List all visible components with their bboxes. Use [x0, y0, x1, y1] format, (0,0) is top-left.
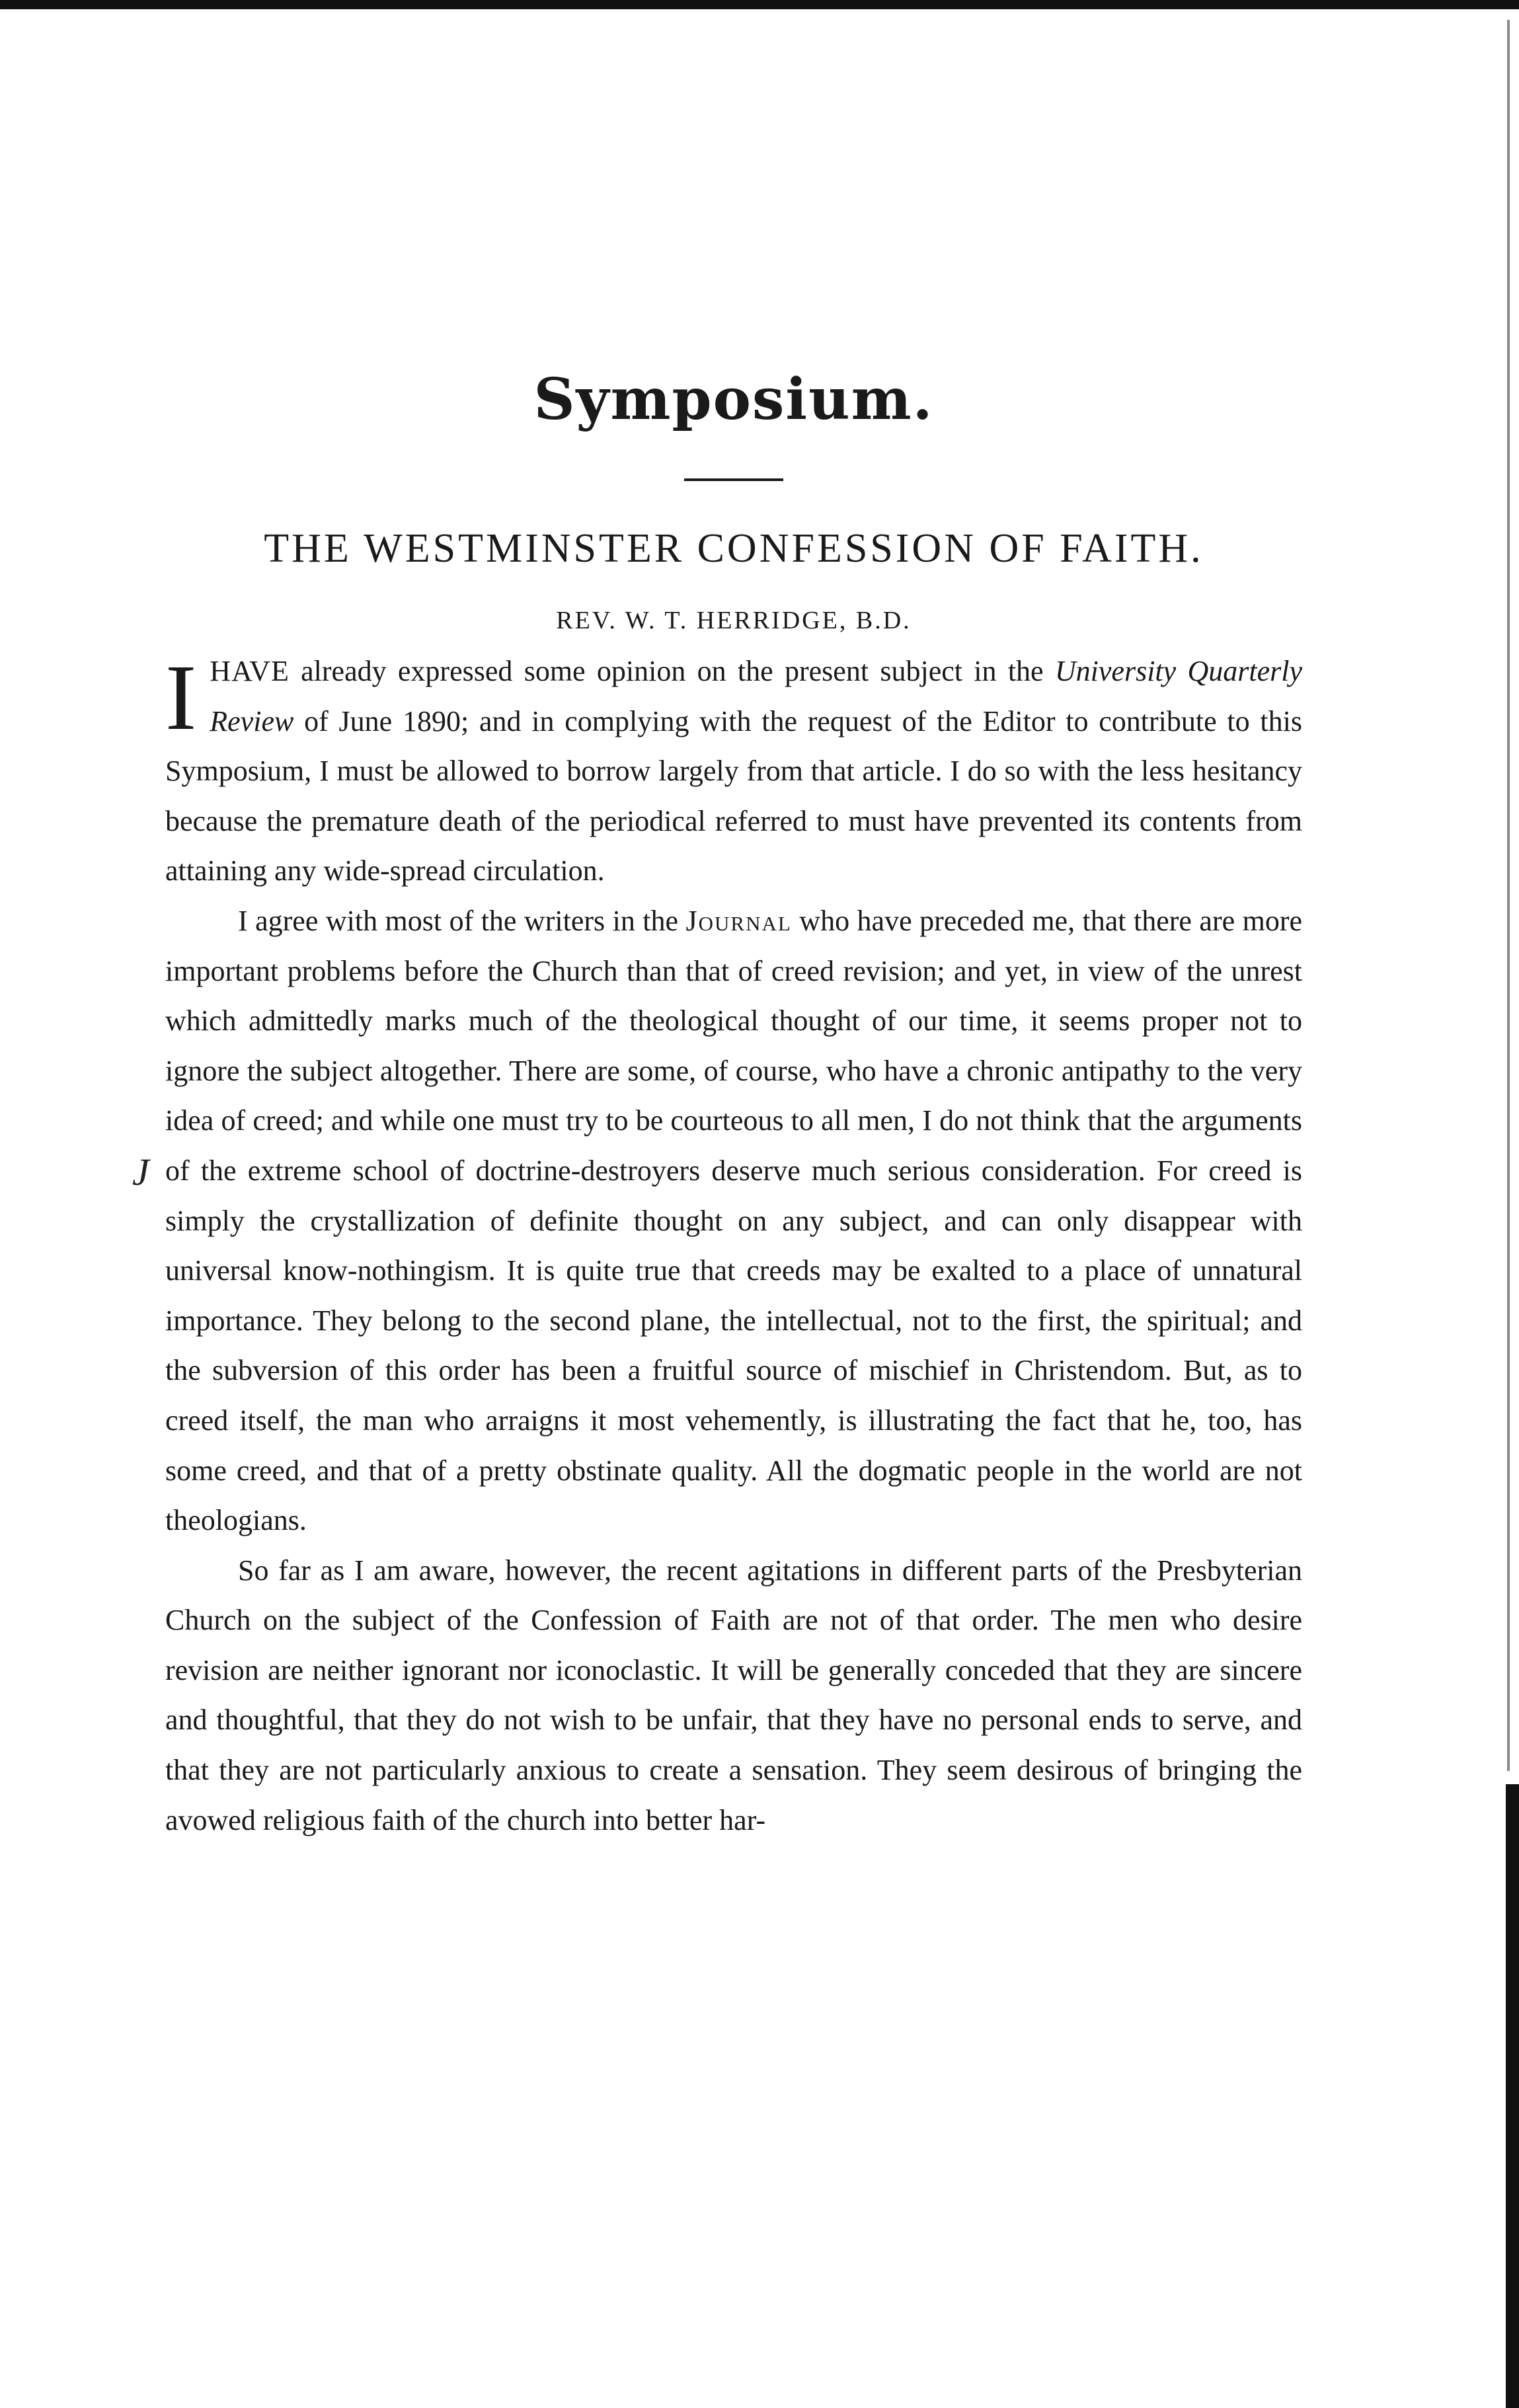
paragraph-2: [165, 896, 1302, 1546]
paragraph-1-text-a: already expressed some opinion on the present subject in the: [289, 655, 1055, 687]
margin-annotation: J: [132, 1150, 149, 1193]
article-body: [165, 646, 1302, 1845]
top-edge-rule: [0, 0, 1519, 9]
journal-name-smallcaps: Journal: [685, 904, 792, 937]
scan-edge-shadow: [1506, 1784, 1519, 2408]
scan-edge-line: [1507, 20, 1510, 1771]
author-byline: REV. W. T. HERRIDGE, B.D.: [556, 607, 912, 634]
paragraph-1-text-b: of June 1890; and in complying with the request of the Editor to contribute to this Symposium, I must be allowed to borrow largely from that article. I do so with the less hesitancy because the premature death of the periodical referred to must have prevented its contents from attaining any wide-spread circulation.: [165, 704, 1302, 887]
paragraph-1: [165, 646, 1302, 896]
section-title: Symposium.: [533, 366, 934, 433]
journal-title-citation: University Quarterly Review: [210, 655, 1303, 737]
paragraph-2-text-a: I agree with most of the writers in the: [238, 904, 686, 937]
article-title: THE WESTMINSTER CONFESSION OF FAITH.: [264, 526, 1204, 571]
paragraph-3: [165, 1546, 1302, 1846]
paragraph-3-text: So far as I am aware, however, the recent agitations in different parts of the Presbyterian Church on the subject of the Confession of Faith are not of that order. The men who desire revision are neither ignorant nor iconoclastic. It will be generally conceded that they are sincere and thoughtful, that they do not wish to be unfair, that they have no personal ends to serve, and that they are not particularly anxious to create a sensation. They seem desirous of bringing the avowed religious faith of the church into better har-: [165, 1554, 1302, 1836]
drop-cap: I: [165, 645, 197, 749]
title-divider: [684, 478, 783, 481]
article-page: [165, 357, 1302, 1845]
lead-in-word: HAVE: [210, 655, 290, 687]
paragraph-2-text-b: who have preceded me, that there are more important problems before the Church than that of creed revision; and yet, in view of the unrest which admittedly marks much of the theological thought of our time, it seems proper not to ignore the subject altogether. There are some, of course, who have a chronic antipathy to the very idea of creed; and while one must try to be courteous to all men, I do not think that the arguments of the extreme school of doctrine-destroyers deserve much serious consideration. For creed is simply the crystallization of definite thought on any subject, and can only disappear with universal know-nothingism. It is quite true that creeds may be exalted to a place of unnatural importance. They belong to the second plane, the intellectual, not to the first, the spiritual; and the subversion of this order has been a fruitful source of mischief in Christendom. But, as to creed itself, the man who arraigns it most vehemently, is illustrating the fact that he, too, has some creed, and that of a pretty obstinate quality. All the dogmatic people in the world are not theologians.: [165, 904, 1303, 1537]
